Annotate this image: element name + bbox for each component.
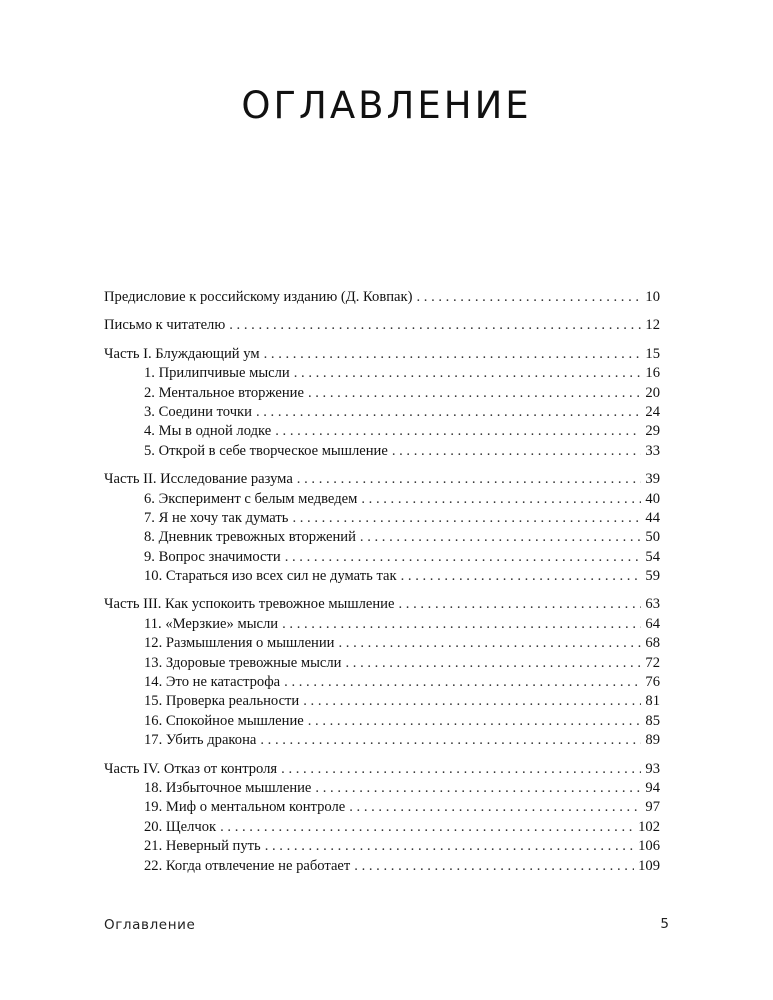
toc-dot-leader bbox=[349, 798, 641, 817]
toc-dot-leader bbox=[284, 673, 641, 692]
toc-part-entry[interactable] bbox=[104, 760, 660, 779]
toc-entry-title: 11. «Мерзкие» мысли bbox=[144, 615, 279, 632]
toc-dot-leader bbox=[256, 403, 641, 422]
toc-entry-title: 14. Это не катастрофа bbox=[144, 674, 281, 691]
toc-entry-title: 8. Дневник тревожных вторжений bbox=[144, 529, 356, 546]
toc-entry-title: Предисловие к российскому изданию (Д. Ковпак) bbox=[104, 289, 413, 305]
toc-chapter-entry[interactable] bbox=[104, 384, 660, 403]
toc-dot-leader bbox=[361, 490, 641, 509]
toc-entry-title: 5. Открой в себе творческое мышление bbox=[144, 442, 388, 459]
toc-dot-leader bbox=[360, 528, 642, 547]
running-head: Оглавление bbox=[104, 917, 196, 933]
toc-entry-title: 6. Эксперимент с белым медведем bbox=[144, 490, 358, 507]
toc-chapter-entry[interactable] bbox=[104, 403, 660, 422]
toc-dot-leader bbox=[220, 818, 634, 837]
page-number: 5 bbox=[660, 916, 669, 932]
toc-chapter-entry[interactable] bbox=[104, 857, 660, 876]
toc-chapter-entry[interactable] bbox=[104, 654, 660, 673]
toc-dot-leader bbox=[275, 422, 641, 441]
toc-dot-leader bbox=[229, 316, 641, 335]
toc-entry-page-number: 76 bbox=[645, 674, 660, 691]
toc-chapter-entry[interactable] bbox=[104, 634, 660, 653]
toc-chapter-entry[interactable] bbox=[104, 422, 660, 441]
page-title: ОГЛАВЛЕНИЕ bbox=[241, 84, 532, 127]
toc-entry-title: 12. Размышления о мышлении bbox=[144, 635, 335, 652]
toc-dot-leader bbox=[303, 692, 641, 711]
toc-entry-title: Часть IV. Отказ от контроля bbox=[104, 760, 278, 777]
toc-entry-page-number: 12 bbox=[645, 317, 660, 334]
toc-part-entry[interactable] bbox=[104, 288, 660, 307]
toc-entry-page-number: 44 bbox=[645, 509, 660, 526]
toc-entry-page-number: 54 bbox=[645, 548, 660, 565]
toc-entry-title: 1. Прилипчивые мысли bbox=[144, 365, 290, 382]
toc-entry-page-number: 64 bbox=[645, 615, 660, 632]
toc-dot-leader bbox=[292, 509, 641, 528]
toc-entry-title: 16. Спокойное мышление bbox=[144, 712, 304, 729]
toc-dot-leader bbox=[281, 760, 641, 779]
toc-dot-leader bbox=[308, 712, 642, 731]
toc-chapter-entry[interactable] bbox=[104, 567, 660, 586]
toc-dot-leader bbox=[264, 345, 642, 364]
toc-entry-title: 18. Избыточное мышление bbox=[144, 779, 312, 796]
toc-entry-title: 17. Убить дракона bbox=[144, 732, 257, 749]
toc-entry-title: 3. Соедини точки bbox=[144, 403, 252, 420]
toc-entry-page-number: 10 bbox=[645, 289, 660, 305]
toc-chapter-entry[interactable] bbox=[104, 528, 660, 547]
toc-entry-page-number: 16 bbox=[645, 365, 660, 382]
toc-dot-leader bbox=[416, 288, 641, 307]
toc-entry-title: 10. Стараться изо всех сил не думать так bbox=[144, 568, 397, 585]
toc-chapter-entry[interactable] bbox=[104, 692, 660, 711]
toc-entry-page-number: 68 bbox=[645, 635, 660, 652]
toc-entry-title: 19. Миф о ментальном контроле bbox=[144, 799, 346, 816]
toc-dot-leader bbox=[315, 779, 641, 798]
toc-chapter-entry[interactable] bbox=[104, 548, 660, 567]
toc-entry-title: Часть I. Блуждающий ум bbox=[104, 345, 260, 362]
toc-entry-title: 22. Когда отвлечение не работает bbox=[144, 857, 351, 874]
toc-dot-leader bbox=[308, 384, 641, 403]
toc-chapter-entry[interactable] bbox=[104, 442, 660, 461]
toc-entry-title: 7. Я не хочу так думать bbox=[144, 509, 289, 526]
toc-chapter-entry[interactable] bbox=[104, 818, 660, 837]
toc-dot-leader bbox=[282, 615, 641, 634]
toc-entry-page-number: 89 bbox=[645, 732, 660, 749]
toc-entry-page-number: 93 bbox=[645, 760, 660, 777]
toc-entry-title: 4. Мы в одной лодке bbox=[144, 423, 272, 440]
toc-dot-leader bbox=[398, 595, 641, 614]
toc-entry-page-number: 20 bbox=[645, 384, 660, 401]
toc-entry-page-number: 109 bbox=[638, 857, 660, 874]
toc-dot-leader bbox=[285, 548, 642, 567]
toc-dot-leader bbox=[392, 442, 642, 461]
toc-dot-leader bbox=[294, 364, 642, 383]
toc-part-entry[interactable] bbox=[104, 470, 660, 489]
toc-entry-title: 9. Вопрос значимости bbox=[144, 548, 281, 565]
toc-entry-page-number: 85 bbox=[645, 712, 660, 729]
toc-chapter-entry[interactable] bbox=[104, 837, 660, 856]
toc-entry-page-number: 40 bbox=[645, 490, 660, 507]
toc-part-entry[interactable] bbox=[104, 595, 660, 614]
toc-entry-page-number: 15 bbox=[645, 345, 660, 362]
toc-entry-title: Письмо к читателю bbox=[104, 317, 226, 334]
toc-part-entry[interactable] bbox=[104, 345, 660, 364]
toc-chapter-entry[interactable] bbox=[104, 712, 660, 731]
toc-entry-title: Часть III. Как успокоить тревожное мышление bbox=[104, 596, 395, 613]
toc-entry-title: 15. Проверка реальности bbox=[144, 693, 300, 710]
toc-chapter-entry[interactable] bbox=[104, 509, 660, 528]
table-of-contents bbox=[104, 288, 660, 876]
toc-dot-leader bbox=[260, 731, 641, 750]
toc-entry-page-number: 59 bbox=[645, 568, 660, 585]
toc-entry-page-number: 72 bbox=[645, 654, 660, 671]
toc-chapter-entry[interactable] bbox=[104, 490, 660, 509]
toc-entry-page-number: 102 bbox=[638, 818, 660, 835]
toc-dot-leader bbox=[354, 857, 634, 876]
toc-dot-leader bbox=[297, 470, 642, 489]
toc-entry-page-number: 81 bbox=[645, 693, 660, 710]
toc-dot-leader bbox=[338, 634, 641, 653]
toc-chapter-entry[interactable] bbox=[104, 615, 660, 634]
toc-dot-leader bbox=[265, 837, 634, 856]
toc-entry-page-number: 94 bbox=[645, 779, 660, 796]
toc-chapter-entry[interactable] bbox=[104, 673, 660, 692]
toc-chapter-entry[interactable] bbox=[104, 731, 660, 750]
toc-entry-page-number: 97 bbox=[645, 799, 660, 816]
toc-entry-title: 21. Неверный путь bbox=[144, 838, 261, 855]
toc-entry-page-number: 63 bbox=[645, 596, 660, 613]
toc-chapter-entry[interactable] bbox=[104, 364, 660, 383]
toc-dot-leader bbox=[345, 654, 641, 673]
toc-entry-page-number: 29 bbox=[645, 423, 660, 440]
toc-chapter-entry[interactable] bbox=[104, 798, 660, 817]
toc-entry-title: 13. Здоровые тревожные мысли bbox=[144, 654, 342, 671]
toc-entry-page-number: 50 bbox=[645, 529, 660, 546]
toc-part-entry[interactable] bbox=[104, 316, 660, 335]
toc-entry-page-number: 24 bbox=[645, 403, 660, 420]
toc-entry-page-number: 33 bbox=[645, 442, 660, 459]
toc-entry-title: Часть II. Исследование разума bbox=[104, 471, 293, 488]
toc-entry-title: 2. Ментальное вторжение bbox=[144, 384, 304, 401]
toc-chapter-entry[interactable] bbox=[104, 779, 660, 798]
toc-entry-page-number: 106 bbox=[638, 838, 660, 855]
toc-entry-page-number: 39 bbox=[645, 471, 660, 488]
toc-dot-leader bbox=[401, 567, 642, 586]
toc-entry-title: 20. Щелчок bbox=[144, 818, 217, 835]
